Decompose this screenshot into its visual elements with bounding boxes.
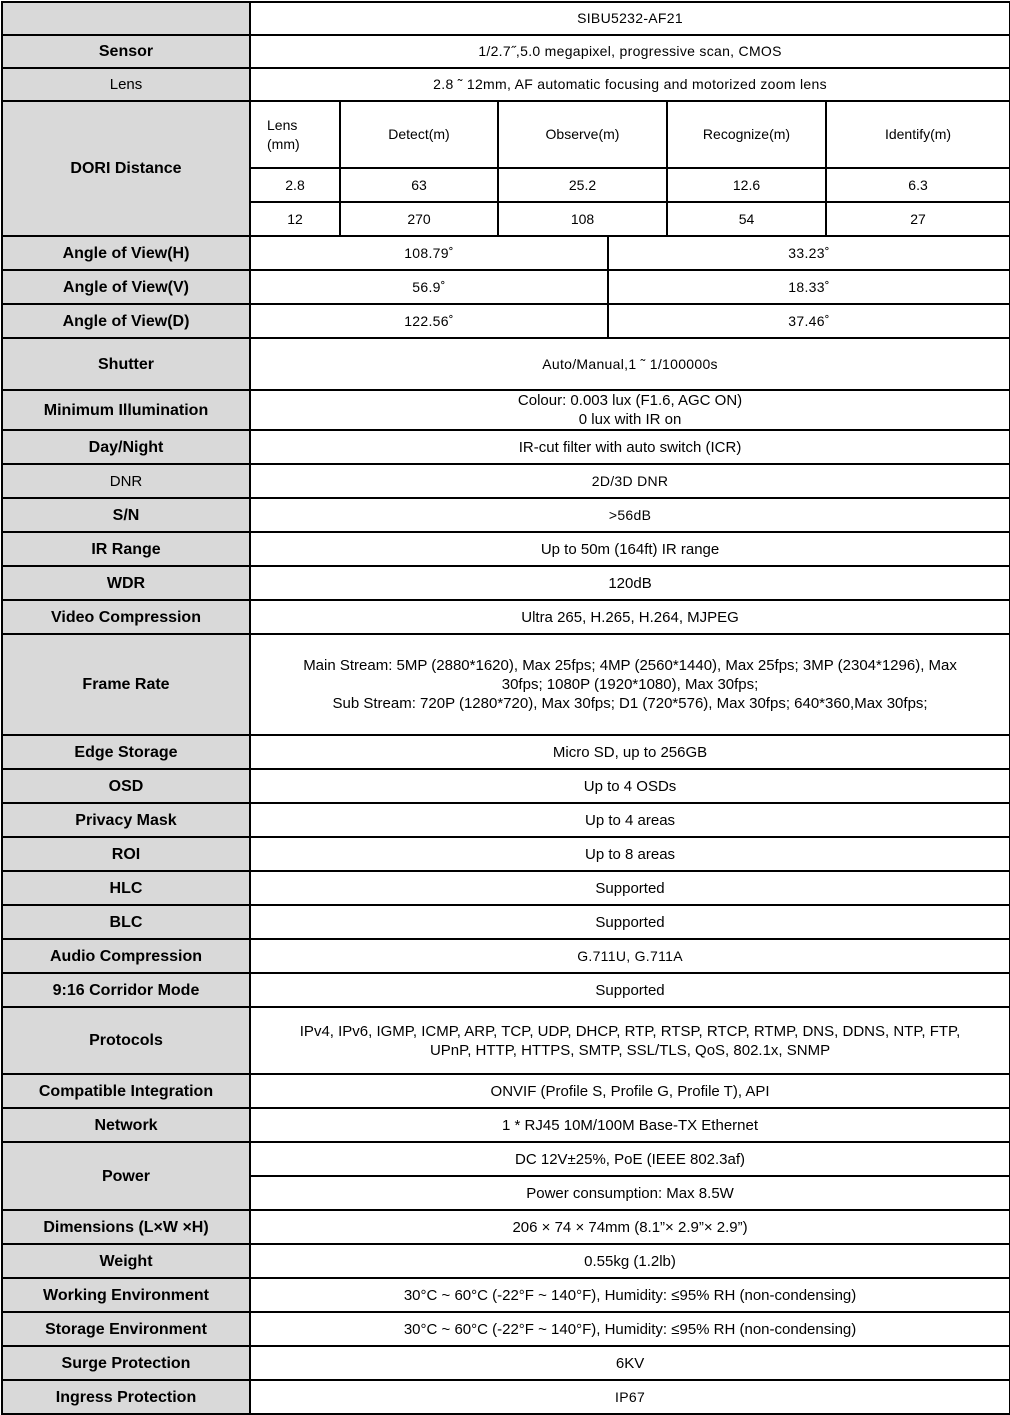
dori-header-lens: Lens (mm) (250, 101, 340, 168)
frame-rate-line-2: 30fps; 1080P (1920*1080), Max 30fps; (501, 676, 759, 693)
dori-header-observe: Observe(m) (498, 101, 667, 168)
sensor-value: 1/2.7˝,5.0 megapixel, progressive scan, CMOS (250, 35, 1010, 68)
edge-storage-label: Edge Storage (2, 735, 250, 769)
compat-label: Compatible Integration (2, 1074, 250, 1108)
row-storage-env (2, 1312, 1010, 1346)
wdr-value: 120dB (250, 566, 1010, 600)
dori-header-recognize: Recognize(m) (667, 101, 826, 168)
storage-env-label: Storage Environment (2, 1312, 250, 1346)
row-video-comp (2, 600, 1010, 634)
row-wdr (2, 566, 1010, 600)
surge-value: 6KV (250, 1346, 1010, 1380)
lens-label: Lens (2, 68, 250, 101)
row-shutter (2, 338, 1010, 390)
working-env-label: Working Environment (2, 1278, 250, 1312)
network-value: 1 * RJ45 10M/100M Base-TX Ethernet (250, 1108, 1010, 1142)
dori-header-identify: Identify(m) (826, 101, 1010, 168)
lens-value: 2.8 ˜ 12mm, AF automatic focusing and motorized zoom lens (250, 68, 1010, 101)
row-dnr (2, 464, 1010, 498)
row-dimensions (2, 1210, 1010, 1244)
roi-value: Up to 8 areas (250, 837, 1010, 871)
min-illum-value (250, 390, 1010, 430)
dori-cell: 25.2 (498, 168, 667, 202)
dnr-label: DNR (2, 464, 250, 498)
working-env-value: 30°C ~ 60°C (-22°F ~ 140°F), Humidity: ≤95% RH (non-condensing) (250, 1278, 1010, 1312)
surge-label: Surge Protection (2, 1346, 250, 1380)
row-frame-rate (2, 634, 1010, 735)
spec-table (1, 1, 1010, 1415)
row-sensor (2, 35, 1010, 68)
model-name: SIBU5232-AF21 (250, 2, 1010, 35)
protocols-line-1: IPv4, IPv6, IGMP, ICMP, ARP, TCP, UDP, DHCP, RTP, RTSP, RTCP, RTMP, DNS, DDNS, NTP, FTP, (299, 1022, 961, 1040)
row-weight (2, 1244, 1010, 1278)
weight-label: Weight (2, 1244, 250, 1278)
dori-header-detect: Detect(m) (340, 101, 498, 168)
protocols-label: Protocols (2, 1007, 250, 1074)
day-night-value: IR-cut filter with auto switch (ICR) (250, 430, 1010, 464)
aov-h-tele: 33.23˚ (608, 236, 1010, 270)
dori-cell: 63 (340, 168, 498, 202)
row-day-night (2, 430, 1010, 464)
shutter-label: Shutter (2, 338, 250, 390)
protocols-line-2: UPnP, HTTP, HTTPS, SMTP, SSL/TLS, QoS, 802.1x, SNMP (429, 1041, 831, 1059)
dori-cell: 6.3 (826, 168, 1010, 202)
day-night-label: Day/Night (2, 430, 250, 464)
ir-range-label: IR Range (2, 532, 250, 566)
min-illum-label: Minimum Illumination (2, 390, 250, 430)
row-network (2, 1108, 1010, 1142)
min-illum-line-1: Colour: 0.003 lux (F1.6, AGC ON) (517, 392, 743, 409)
sensor-label: Sensor (2, 35, 250, 68)
aov-h-wide: 108.79˚ (250, 236, 608, 270)
row-protocols (2, 1007, 1010, 1074)
corridor-label: 9:16 Corridor Mode (2, 973, 250, 1007)
row-dori-header (2, 101, 1010, 168)
row-blc (2, 905, 1010, 939)
row-hlc (2, 871, 1010, 905)
row-working-env (2, 1278, 1010, 1312)
row-aov-v (2, 270, 1010, 304)
dori-cell: 12.6 (667, 168, 826, 202)
ingress-label: Ingress Protection (2, 1380, 250, 1414)
storage-env-value: 30°C ~ 60°C (-22°F ~ 140°F), Humidity: ≤95% RH (non-condensing) (250, 1312, 1010, 1346)
row-privacy-mask (2, 803, 1010, 837)
row-osd (2, 769, 1010, 803)
ingress-value: IP67 (250, 1380, 1010, 1414)
row-ir-range (2, 532, 1010, 566)
row-aov-d (2, 304, 1010, 338)
edge-storage-value: Micro SD, up to 256GB (250, 735, 1010, 769)
row-power-1 (2, 1142, 1010, 1176)
row-aov-h (2, 236, 1010, 270)
row-surge (2, 1346, 1010, 1380)
sn-value: >56dB (250, 498, 1010, 532)
roi-label: ROI (2, 837, 250, 871)
hlc-label: HLC (2, 871, 250, 905)
protocols-value (250, 1007, 1010, 1074)
corridor-value: Supported (250, 973, 1010, 1007)
dimensions-value: 206 × 74 × 74mm (8.1”× 2.9”× 2.9”) (250, 1210, 1010, 1244)
power-label: Power (2, 1142, 250, 1210)
hlc-value: Supported (250, 871, 1010, 905)
aov-v-wide: 56.9˚ (250, 270, 608, 304)
row-min-illum (2, 390, 1010, 430)
aov-d-tele: 37.46˚ (608, 304, 1010, 338)
wdr-label: WDR (2, 566, 250, 600)
video-comp-value: Ultra 265, H.265, H.264, MJPEG (250, 600, 1010, 634)
aov-d-label: Angle of View(D) (2, 304, 250, 338)
dnr-value: 2D/3D DNR (250, 464, 1010, 498)
row-edge-storage (2, 735, 1010, 769)
row-roi (2, 837, 1010, 871)
shutter-value: Auto/Manual,1 ˜ 1/100000s (250, 338, 1010, 390)
audio-comp-value: G.711U, G.711A (250, 939, 1010, 973)
row-audio-comp (2, 939, 1010, 973)
privacy-mask-label: Privacy Mask (2, 803, 250, 837)
audio-comp-label: Audio Compression (2, 939, 250, 973)
dori-cell: 108 (498, 202, 667, 236)
frame-rate-line-3: Sub Stream: 720P (1280*720), Max 30fps; D1 (720*576), Max 30fps; 640*360,Max 30fps; (332, 695, 928, 712)
weight-value: 0.55kg (1.2lb) (250, 1244, 1010, 1278)
compat-value: ONVIF (Profile S, Profile G, Profile T), API (250, 1074, 1010, 1108)
sn-label: S/N (2, 498, 250, 532)
aov-v-label: Angle of View(V) (2, 270, 250, 304)
power-consumption: Power consumption: Max 8.5W (250, 1176, 1010, 1210)
frame-rate-line-1: Main Stream: 5MP (2880*1620), Max 25fps; 4MP (2560*1440), Max 25fps; 3MP (2304*1296), Max (303, 657, 957, 674)
min-illum-line-2: 0 lux with IR on (578, 411, 682, 428)
network-label: Network (2, 1108, 250, 1142)
aov-h-label: Angle of View(H) (2, 236, 250, 270)
row-ingress (2, 1380, 1010, 1414)
dimensions-label: Dimensions (L×W ×H) (2, 1210, 250, 1244)
row-corridor (2, 973, 1010, 1007)
dori-cell: 27 (826, 202, 1010, 236)
dori-label: DORI Distance (2, 101, 250, 236)
ir-range-value: Up to 50m (164ft) IR range (250, 532, 1010, 566)
dori-cell: 270 (340, 202, 498, 236)
row-lens (2, 68, 1010, 101)
row-compat (2, 1074, 1010, 1108)
aov-d-wide: 122.56˚ (250, 304, 608, 338)
blc-value: Supported (250, 905, 1010, 939)
osd-label: OSD (2, 769, 250, 803)
dori-cell: 12 (250, 202, 340, 236)
video-comp-label: Video Compression (2, 600, 250, 634)
row-model (2, 2, 1010, 35)
dori-cell: 2.8 (250, 168, 340, 202)
dori-cell: 54 (667, 202, 826, 236)
frame-rate-value (250, 634, 1010, 735)
blc-label: BLC (2, 905, 250, 939)
row-sn (2, 498, 1010, 532)
corner-cell (2, 2, 250, 35)
frame-rate-label: Frame Rate (2, 634, 250, 735)
privacy-mask-value: Up to 4 areas (250, 803, 1010, 837)
osd-value: Up to 4 OSDs (250, 769, 1010, 803)
aov-v-tele: 18.33˚ (608, 270, 1010, 304)
power-supply: DC 12V±25%, PoE (IEEE 802.3af) (250, 1142, 1010, 1176)
